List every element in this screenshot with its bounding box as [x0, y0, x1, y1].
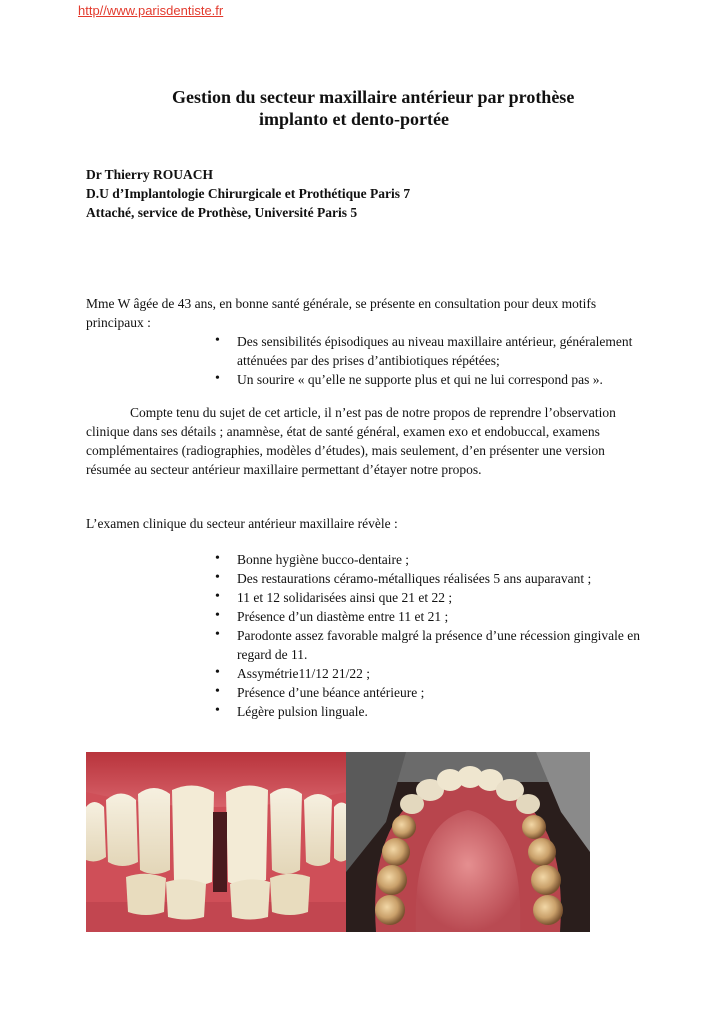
bullet-icon: •	[215, 371, 220, 386]
bullet-icon: •	[215, 684, 220, 699]
list-item	[215, 550, 655, 569]
list-item-text: Bonne hygiène bucco-dentaire ;	[237, 552, 410, 567]
list-item	[215, 683, 655, 702]
bullet-icon: •	[215, 703, 220, 718]
intro-paragraph: Mme W âgée de 43 ans, en bonne santé générale, se présente en consultation pour deux motifs principaux :	[86, 296, 597, 330]
list-item-text: 11 et 12 solidarisées ainsi que 21 et 22 ;	[237, 590, 453, 605]
list-item-text: Des sensibilités épisodiques au niveau maxillaire antérieur, généralement atténuées par des prises d’antibiotiques répétées;	[237, 334, 633, 368]
occlusal-teeth-photo	[346, 752, 590, 932]
motifs-list	[215, 332, 655, 389]
occlusal-arch-illustration	[346, 752, 590, 932]
frontal-teeth-illustration	[86, 752, 346, 932]
bullet-icon: •	[215, 551, 220, 566]
bullet-icon: •	[215, 570, 220, 585]
list-item	[215, 607, 655, 626]
bullet-icon: •	[215, 333, 220, 348]
list-item	[215, 626, 655, 664]
author-name: Dr Thierry ROUACH	[86, 167, 213, 182]
title-line-2: implanto et dento-portée	[259, 109, 449, 129]
context-paragraph-text: Compte tenu du sujet de cet article, il n’est pas de notre propos de reprendre l’observation clinique dans ses détails ; anamnèse, état de santé général, examen exo et endobuccal, examens complémentaires (radiographies, modèles d’études), mais seulement, d’en présenter une version résumée au secteur antérieur maxillaire permettant d’étayer notre propos.	[86, 405, 616, 477]
bullet-icon: •	[215, 608, 220, 623]
author-diploma: D.U d’Implantologie Chirurgicale et Prothétique Paris 7	[86, 186, 411, 201]
list-item-text: Parodonte assez favorable malgré la présence d’une récession gingivale en regard de 11.	[237, 628, 640, 662]
site-link[interactable]: http//www.parisdentiste.fr	[78, 3, 224, 18]
list-item-text: Légère pulsion linguale.	[237, 704, 368, 719]
frontal-teeth-photo	[86, 752, 346, 932]
list-item-text: Des restaurations céramo-métalliques réalisées 5 ans auparavant ;	[237, 571, 592, 586]
title-line-1: Gestion du secteur maxillaire antérieur par prothèse	[172, 87, 575, 107]
list-item-text: Un sourire « qu’elle ne supporte plus et qui ne lui correspond pas ».	[237, 372, 603, 387]
bullet-icon: •	[215, 627, 220, 642]
context-paragraph	[86, 403, 651, 479]
list-item	[215, 370, 655, 389]
author-affiliation: Attaché, service de Prothèse, Université Paris 5	[86, 205, 358, 220]
exam-findings-list	[215, 550, 655, 721]
list-item-text: Présence d’un diastème entre 11 et 21 ;	[237, 609, 449, 624]
exam-intro: L’examen clinique du secteur antérieur maxillaire révèle :	[86, 516, 398, 531]
list-item	[215, 569, 655, 588]
list-item-text: Présence d’une béance antérieure ;	[237, 685, 425, 700]
article-title	[86, 86, 686, 130]
list-item	[215, 588, 655, 607]
list-item	[215, 332, 655, 370]
list-item-text: Assymétrie11/12 21/22 ;	[237, 666, 370, 681]
list-item	[215, 702, 655, 721]
list-item	[215, 664, 655, 683]
bullet-icon: •	[215, 665, 220, 680]
bullet-icon: •	[215, 589, 220, 604]
author-info	[86, 165, 410, 222]
